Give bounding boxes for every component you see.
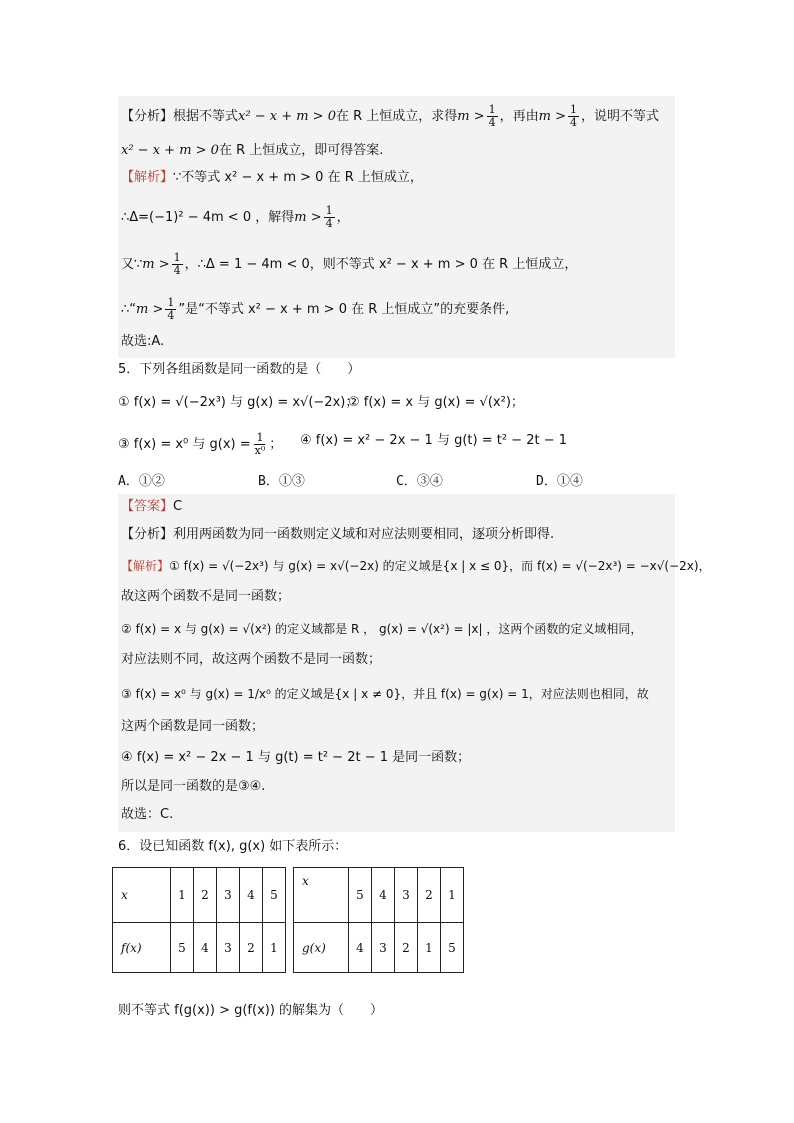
table-row	[294, 868, 464, 923]
table-cell: 3	[217, 868, 240, 923]
option-b[interactable]: B．①③	[258, 474, 305, 489]
solution-tag: 【解析】	[121, 170, 174, 185]
table-cell: 1	[418, 923, 441, 973]
solution-q5-line-1: 【解析】① f(x) = √(−2x³) 与 g(x) = x√(−2x) 的定义域是{x | x ≤ 0}，而 f(x) = √(−2x³) = −x√(−2x)，	[121, 559, 711, 573]
solution-line-1: 【解析】∵不等式 x² − x + m > 0 在 R 上恒成立，	[121, 170, 423, 185]
table-cell: 4	[240, 868, 263, 923]
analysis-line-1: 【分析】根据不等式x² − x + m > 0在 R 上恒成立，求得m > $\frac{1}{4}$ ，再由m > $\frac{1}{4}$ ，说明不等式	[121, 103, 660, 129]
table-cell: 3	[372, 923, 395, 973]
table-cell: x	[113, 868, 171, 923]
table-f	[112, 867, 286, 973]
option-a[interactable]: A．①②	[118, 474, 165, 489]
solution-q5-line-3: ② f(x) = x 与 g(x) = √(x²) 的定义域都是 R ， g(x) = √(x²) = |x| ，这两个函数的定义域相同，	[121, 622, 643, 636]
table-cell: 2	[194, 868, 217, 923]
question-5-pair-2: ② f(x) = x 与 g(x) = √(x²)；	[348, 395, 524, 410]
table-cell: g(x)	[294, 923, 349, 973]
answer-tag: 【答案】	[121, 499, 174, 514]
table-cell: 5	[349, 868, 372, 923]
table-row	[113, 923, 286, 973]
table-cell: 1	[263, 923, 286, 973]
solution-q5-line-8: 所以是同一函数的是③④.	[121, 779, 266, 794]
table-row	[113, 868, 286, 923]
table-cell: f(x)	[113, 923, 171, 973]
question-6-text: 则不等式 f(g(x)) > g(f(x)) 的解集为（ ）	[118, 1003, 384, 1018]
solution-q5-line-4: 对应法则不同，故这两个函数不是同一函数；	[121, 652, 382, 667]
table-cell: 4	[349, 923, 372, 973]
analysis-line-2: x² − x + m > 0在 R 上恒成立，即可得答案.	[121, 143, 384, 158]
solution-q5-line-9: 故选：C.	[121, 807, 174, 822]
table-cell: 4	[372, 868, 395, 923]
table-cell: 5	[441, 923, 464, 973]
question-5-pair-3: ③ f(x) = x⁰ 与 g(x) = $\frac{1}{\text{x⁰}}$ ；	[118, 431, 283, 457]
answer-line: 【答案】C	[121, 499, 183, 514]
question-5-pair-1: ① f(x) = √(−2x³) 与 g(x) = x√(−2x)；	[118, 395, 359, 410]
solution-q5-line-5: ③ f(x) = x⁰ 与 g(x) = 1/x⁰ 的定义域是{x | x ≠ 0}，并且 f(x) = g(x) = 1，对应法则也相同，故	[121, 687, 649, 701]
analysis-tag: 【分析】	[121, 109, 174, 124]
table-cell: 3	[395, 868, 418, 923]
solution-line-3: 又∵m > $\frac{1}{4}$ ，∴Δ = 1 − 4m < 0，则不等式 x² − x + m > 0 在 R 上恒成立，	[121, 251, 578, 277]
solution-line-4: ∴“m > $\frac{1}{4}$ ”是“不等式 x² − x + m > 0 在 R 上恒成立”的充要条件,	[121, 296, 510, 322]
option-d[interactable]: D．①④	[536, 474, 583, 489]
table-cell: x	[294, 868, 349, 923]
analysis-q5-line: 【分析】利用两函数为同一函数则定义域和对应法则要相同，逐项分析即得.	[121, 527, 555, 542]
solution-line-5: 故选:A.	[121, 334, 165, 349]
fraction-one-quarter: $\frac{1}{4}$	[488, 103, 496, 129]
table-cell: 5	[263, 868, 286, 923]
solution-line-2: ∴Δ=(−1)² − 4m < 0 ，解得m > $\frac{1}{4}$ ，	[121, 204, 350, 230]
table-cell: 2	[395, 923, 418, 973]
option-c[interactable]: C．③④	[396, 474, 443, 489]
question-5-pair-4: ④ f(x) = x² − 2x − 1 与 g(t) = t² − 2t − 1	[300, 433, 567, 448]
table-row	[294, 923, 464, 973]
table-cell: 3	[217, 923, 240, 973]
table-g	[293, 867, 464, 973]
table-cell: 2	[418, 868, 441, 923]
solution-q5-line-6: 这两个函数是同一函数；	[121, 719, 265, 734]
table-cell: 1	[171, 868, 194, 923]
table-cell: 1	[441, 868, 464, 923]
solution-q5-line-2: 故这两个函数不是同一函数；	[121, 589, 291, 604]
question-5-stem: 5．下列各组函数是同一函数的是（ ）	[118, 362, 361, 377]
table-cell: 5	[171, 923, 194, 973]
question-6-stem: 6．设已知函数 f(x), g(x) 如下表所示：	[118, 839, 348, 854]
table-cell: 2	[240, 923, 263, 973]
table-cell: 4	[194, 923, 217, 973]
solution-q5-line-7: ④ f(x) = x² − 2x − 1 与 g(t) = t² − 2t − 1 是同一函数；	[121, 750, 471, 765]
